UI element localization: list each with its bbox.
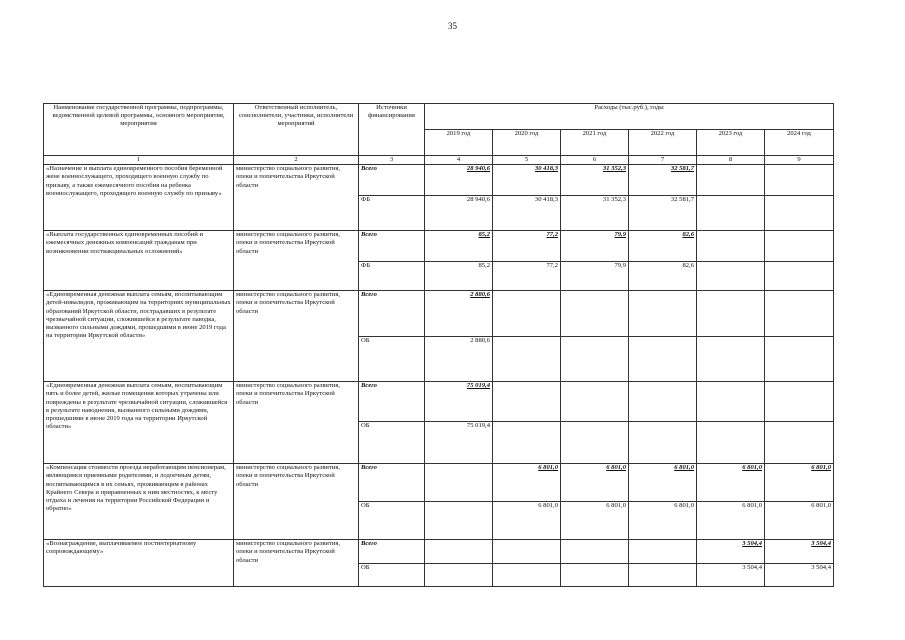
total-value (561, 540, 629, 564)
header-year: 2022 год (629, 130, 697, 156)
source-value: 6 801,0 (493, 502, 561, 540)
header-source: Источники финансирования (359, 104, 425, 156)
expenses-table (43, 103, 834, 587)
measure-name: «Выплата государственных единовременных пособий и ежемесячных денежных компенсаций гражданам при возникновении поствакцинальных осложнений» (44, 231, 234, 291)
source-label: ОБ (359, 502, 425, 540)
column-number: 7 (629, 156, 697, 165)
total-value: 31 352,3 (561, 165, 629, 196)
source-value (493, 564, 561, 587)
source-total-label: Всего (359, 231, 425, 262)
source-total-label: Всего (359, 291, 425, 337)
source-value (765, 337, 834, 382)
measure-name: «Единовременная денежная выплата семьям, воспитывающим детей-инвалидов, проживающим на территориях муниципальных образований Иркутской области, пострадавших в результате чрезвычайной ситуации, сложившейся в результате паводка, вызванного сильными дождями, прошедшими в июне 2019 года на территории Иркутской области» (44, 291, 234, 382)
source-value: 79,9 (561, 262, 629, 291)
total-value (765, 291, 834, 337)
header-year: 2023 год (697, 130, 765, 156)
total-value: 6 801,0 (765, 464, 834, 502)
source-label: ФБ (359, 262, 425, 291)
source-value (425, 564, 493, 587)
total-value (561, 291, 629, 337)
source-value (765, 262, 834, 291)
source-value (697, 196, 765, 231)
header-expenses: Расходы (тыс.руб.), годы (425, 104, 834, 130)
source-value: 6 801,0 (629, 502, 697, 540)
source-value: 77,2 (493, 262, 561, 291)
source-label: ФБ (359, 196, 425, 231)
measure-executor: министерство социального развития, опеки и попечительства Иркутской области (234, 464, 359, 540)
column-number: 6 (561, 156, 629, 165)
total-value: 32 581,7 (629, 165, 697, 196)
measure-name: «Единовременная денежная выплата семьям, воспитывающим пять и более детей, жилые помещения которых утрачены или повреждены в результате чрезвычайной ситуации, сложившейся в результате наводнения, вызванного сильными дождями, прошедшими в июне 2019 года на территории Иркутской области» (44, 382, 234, 464)
source-value: 31 352,3 (561, 196, 629, 231)
total-value: 6 801,0 (697, 464, 765, 502)
source-value (765, 196, 834, 231)
source-value (561, 422, 629, 464)
measure-executor: министерство социального развития, опеки и попечительства Иркутской области (234, 382, 359, 464)
total-value (765, 231, 834, 262)
source-value: 3 504,4 (765, 564, 834, 587)
total-value: 6 801,0 (561, 464, 629, 502)
total-value (697, 382, 765, 422)
source-value (561, 337, 629, 382)
header-name: Наименование государственной программы, подпрограммы, ведомственной целевой программы, основного мероприятия, мероприятия (44, 104, 234, 156)
source-value (629, 337, 697, 382)
total-value (697, 291, 765, 337)
source-value: 28 940,6 (425, 196, 493, 231)
source-value: 75 019,4 (425, 422, 493, 464)
total-value: 3 504,4 (697, 540, 765, 564)
total-value: 6 801,0 (629, 464, 697, 502)
source-label: ОБ (359, 337, 425, 382)
source-value: 6 801,0 (697, 502, 765, 540)
total-value (697, 165, 765, 196)
total-value (493, 291, 561, 337)
header-executor: Ответственный исполнитель, соисполнители, участники, исполнители мероприятий (234, 104, 359, 156)
measure-executor: министерство социального развития, опеки и попечительства Иркутской области (234, 291, 359, 382)
header-year: 2019 год (425, 130, 493, 156)
total-value (629, 382, 697, 422)
source-value (493, 337, 561, 382)
source-value (629, 564, 697, 587)
measure-name: «Вознаграждение, выплачиваемое постинтернатному сопровождающему» (44, 540, 234, 587)
column-number: 1 (44, 156, 234, 165)
measure-executor: министерство социального развития, опеки и попечительства Иркутской области (234, 540, 359, 587)
total-value: 2 880,6 (425, 291, 493, 337)
source-label: ОБ (359, 422, 425, 464)
column-number: 4 (425, 156, 493, 165)
total-value (425, 464, 493, 502)
source-value: 6 801,0 (561, 502, 629, 540)
total-value (561, 382, 629, 422)
total-value: 3 504,4 (765, 540, 834, 564)
source-label: ОБ (359, 564, 425, 587)
column-number: 8 (697, 156, 765, 165)
total-value (425, 540, 493, 564)
measure-executor: министерство социального развития, опеки и попечительства Иркутской области (234, 231, 359, 291)
source-value (493, 422, 561, 464)
column-number: 2 (234, 156, 359, 165)
page-number: 35 (448, 21, 457, 31)
total-value (493, 540, 561, 564)
source-value (697, 262, 765, 291)
header-year: 2020 год (493, 130, 561, 156)
source-value: 6 801,0 (765, 502, 834, 540)
measure-name: «Компенсация стоимости проезда неработающим пенсионерам, являющимся приемными родителями, и лодоечным детям, воспитывающимся в их семьях, проживающим в районах Крайнего Севера и приравненных к ним местностях, к месту отдыха и лечения на территории Российской Федерации и обратно» (44, 464, 234, 540)
source-total-label: Всего (359, 382, 425, 422)
source-value (765, 422, 834, 464)
source-value (697, 422, 765, 464)
column-number: 3 (359, 156, 425, 165)
source-total-label: Всего (359, 165, 425, 196)
total-value: 79,9 (561, 231, 629, 262)
measure-executor: министерство социального развития, опеки и попечительства Иркутской области (234, 165, 359, 231)
total-value (493, 382, 561, 422)
total-value (765, 165, 834, 196)
source-value: 30 418,3 (493, 196, 561, 231)
header-year: 2024 год (765, 130, 834, 156)
source-value: 3 504,4 (697, 564, 765, 587)
source-value: 85,2 (425, 262, 493, 291)
total-value: 85,2 (425, 231, 493, 262)
total-value (697, 231, 765, 262)
column-number: 5 (493, 156, 561, 165)
total-value: 82,6 (629, 231, 697, 262)
total-value: 75 019,4 (425, 382, 493, 422)
total-value: 28 940,6 (425, 165, 493, 196)
source-value: 2 880,6 (425, 337, 493, 382)
total-value: 77,2 (493, 231, 561, 262)
total-value: 6 801,0 (493, 464, 561, 502)
column-number: 9 (765, 156, 834, 165)
total-value (765, 382, 834, 422)
source-value (629, 422, 697, 464)
total-value: 30 418,3 (493, 165, 561, 196)
source-total-label: Всего (359, 464, 425, 502)
measure-name: «Назначение и выплата единовременного пособия беременной жене военнослужащего, проходящего военную службу по призыву, а также ежемесячного пособия на ребенка военнослужащего, проходящего военную службу по призыву» (44, 165, 234, 231)
total-value (629, 540, 697, 564)
header-year: 2021 год (561, 130, 629, 156)
source-total-label: Всего (359, 540, 425, 564)
source-value (697, 337, 765, 382)
source-value: 32 581,7 (629, 196, 697, 231)
source-value (561, 564, 629, 587)
source-value (425, 502, 493, 540)
source-value: 82,6 (629, 262, 697, 291)
total-value (629, 291, 697, 337)
